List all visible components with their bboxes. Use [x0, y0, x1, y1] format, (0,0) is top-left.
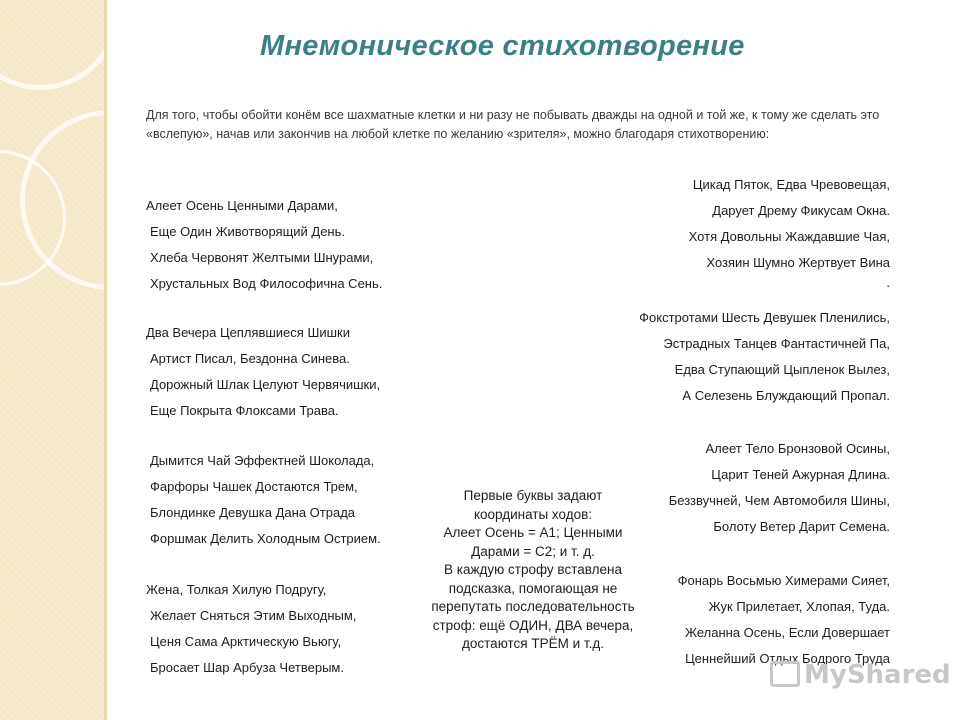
poem-line: Цикад Пяток, Едва Чревовещая,	[692, 177, 890, 192]
watermark-text: MyShared	[804, 660, 951, 690]
note-line: Первые буквы задают	[463, 488, 603, 503]
poem-line: Еще Покрыта Флоксами Трава.	[150, 403, 339, 418]
poem-line: Еще Один Животворящий День.	[150, 224, 345, 239]
poem-line: Фонарь Восьмью Химерами Сияет,	[677, 573, 890, 588]
poem-line: Ценнейший Отдых Бодрого Труда	[685, 651, 890, 666]
poem-line: Два Вечера Цеплявшиеся Шишки	[146, 325, 350, 340]
poem-line: .	[886, 275, 890, 290]
poem-line: Артист Писал, Бездонна Синева.	[150, 351, 350, 366]
poem-line: Ценя Сама Арктическую Вьюгу,	[150, 634, 342, 649]
poem-line: Беззвучней, Чем Автомобиля Шины,	[668, 493, 890, 508]
poem-line: А Селезень Блуждающий Пропал.	[682, 388, 890, 403]
poem-line: Хотя Довольны Жаждавшие Чая,	[688, 229, 890, 244]
decorative-sidebar	[0, 0, 106, 720]
note-line: подсказка, помогающая не	[448, 580, 618, 596]
sidebar-divider	[104, 0, 107, 720]
poem-line: Алеет Тело Бронзовой Осины,	[705, 441, 890, 456]
watermark	[770, 660, 951, 690]
note-line: перепутать последовательность	[431, 599, 635, 614]
poem-line: Бросает Шар Арбуза Четверым.	[150, 660, 344, 675]
right-stanza-2	[639, 305, 890, 409]
presentation-icon	[770, 661, 800, 687]
poem-line: Блондинке Девушка Дана Отрада	[150, 505, 356, 520]
note-line: достаются ТРЁМ и т.д.	[462, 636, 604, 651]
poem-line: Алеет Осень Ценными Дарами,	[146, 198, 338, 213]
intro-paragraph: Для того, чтобы обойти конём все шахматные клетки и ни разу не побывать дважды на одной и той же, к тому же сделать это «вслепую», начав или закончив на любой клетке по желанию «зрителя», можно благодаря стихотворению:	[146, 108, 880, 141]
note-line: Алеет Осень = A1; Ценными	[443, 525, 623, 540]
poem-line: Дорожный Шлак Целуют Червячишки,	[150, 377, 381, 392]
poem-line: Жена, Толкая Хилую Подругу,	[146, 582, 327, 597]
right-stanza-3	[669, 436, 890, 540]
poem-line: Хозяин Шумно Жертвует Вина	[706, 255, 890, 270]
poem-line: Желает Сняться Этим Выходным,	[150, 608, 357, 623]
poem-line: Хрустальных Вод Философична Сень.	[150, 276, 383, 291]
poem-line: Дарует Дрему Фикусам Окна.	[712, 203, 890, 218]
right-stanza-1	[689, 172, 890, 296]
note-line: Дарами = C2; и т. д.	[471, 543, 595, 559]
poem-line: Форшмак Делить Холодным Острием.	[150, 531, 381, 546]
left-stanza-4	[146, 577, 356, 681]
slide-title: Мнемоническое стихотворение	[260, 30, 745, 62]
note-line: координаты ходов:	[473, 506, 593, 522]
poem-line: Желанна Осень, Если Довершает	[685, 625, 890, 640]
poem-line: Дымится Чай Эффектней Шоколада,	[150, 453, 375, 468]
note-line: строф: ещё ОДИН, ДВА вечера,	[432, 617, 634, 633]
mnemonic-explanation-note	[410, 487, 656, 654]
left-stanza-1	[146, 193, 382, 297]
poem-line: Фокстротами Шесть Девушек Пленились,	[639, 310, 890, 325]
note-line: В каждую строфу вставлена	[444, 562, 622, 577]
left-stanza-3	[146, 448, 381, 552]
poem-line: Фарфоры Чашек Достаются Трем,	[150, 479, 358, 494]
poem-line: Болоту Ветер Дарит Семена.	[713, 519, 890, 534]
decorative-ring	[0, 0, 106, 90]
right-stanza-4	[678, 568, 890, 672]
poem-line: Едва Ступающий Цыпленок Вылез,	[674, 362, 890, 377]
left-stanza-2	[146, 320, 380, 424]
poem-line: Жук Прилетает, Хлопая, Туда.	[708, 599, 890, 614]
poem-line: Царит Теней Ажурная Длина.	[711, 467, 890, 482]
poem-line: Эстрадных Танцев Фантастичней Па,	[663, 336, 890, 351]
poem-line: Хлеба Червонят Желтыми Шнурами,	[150, 250, 374, 265]
